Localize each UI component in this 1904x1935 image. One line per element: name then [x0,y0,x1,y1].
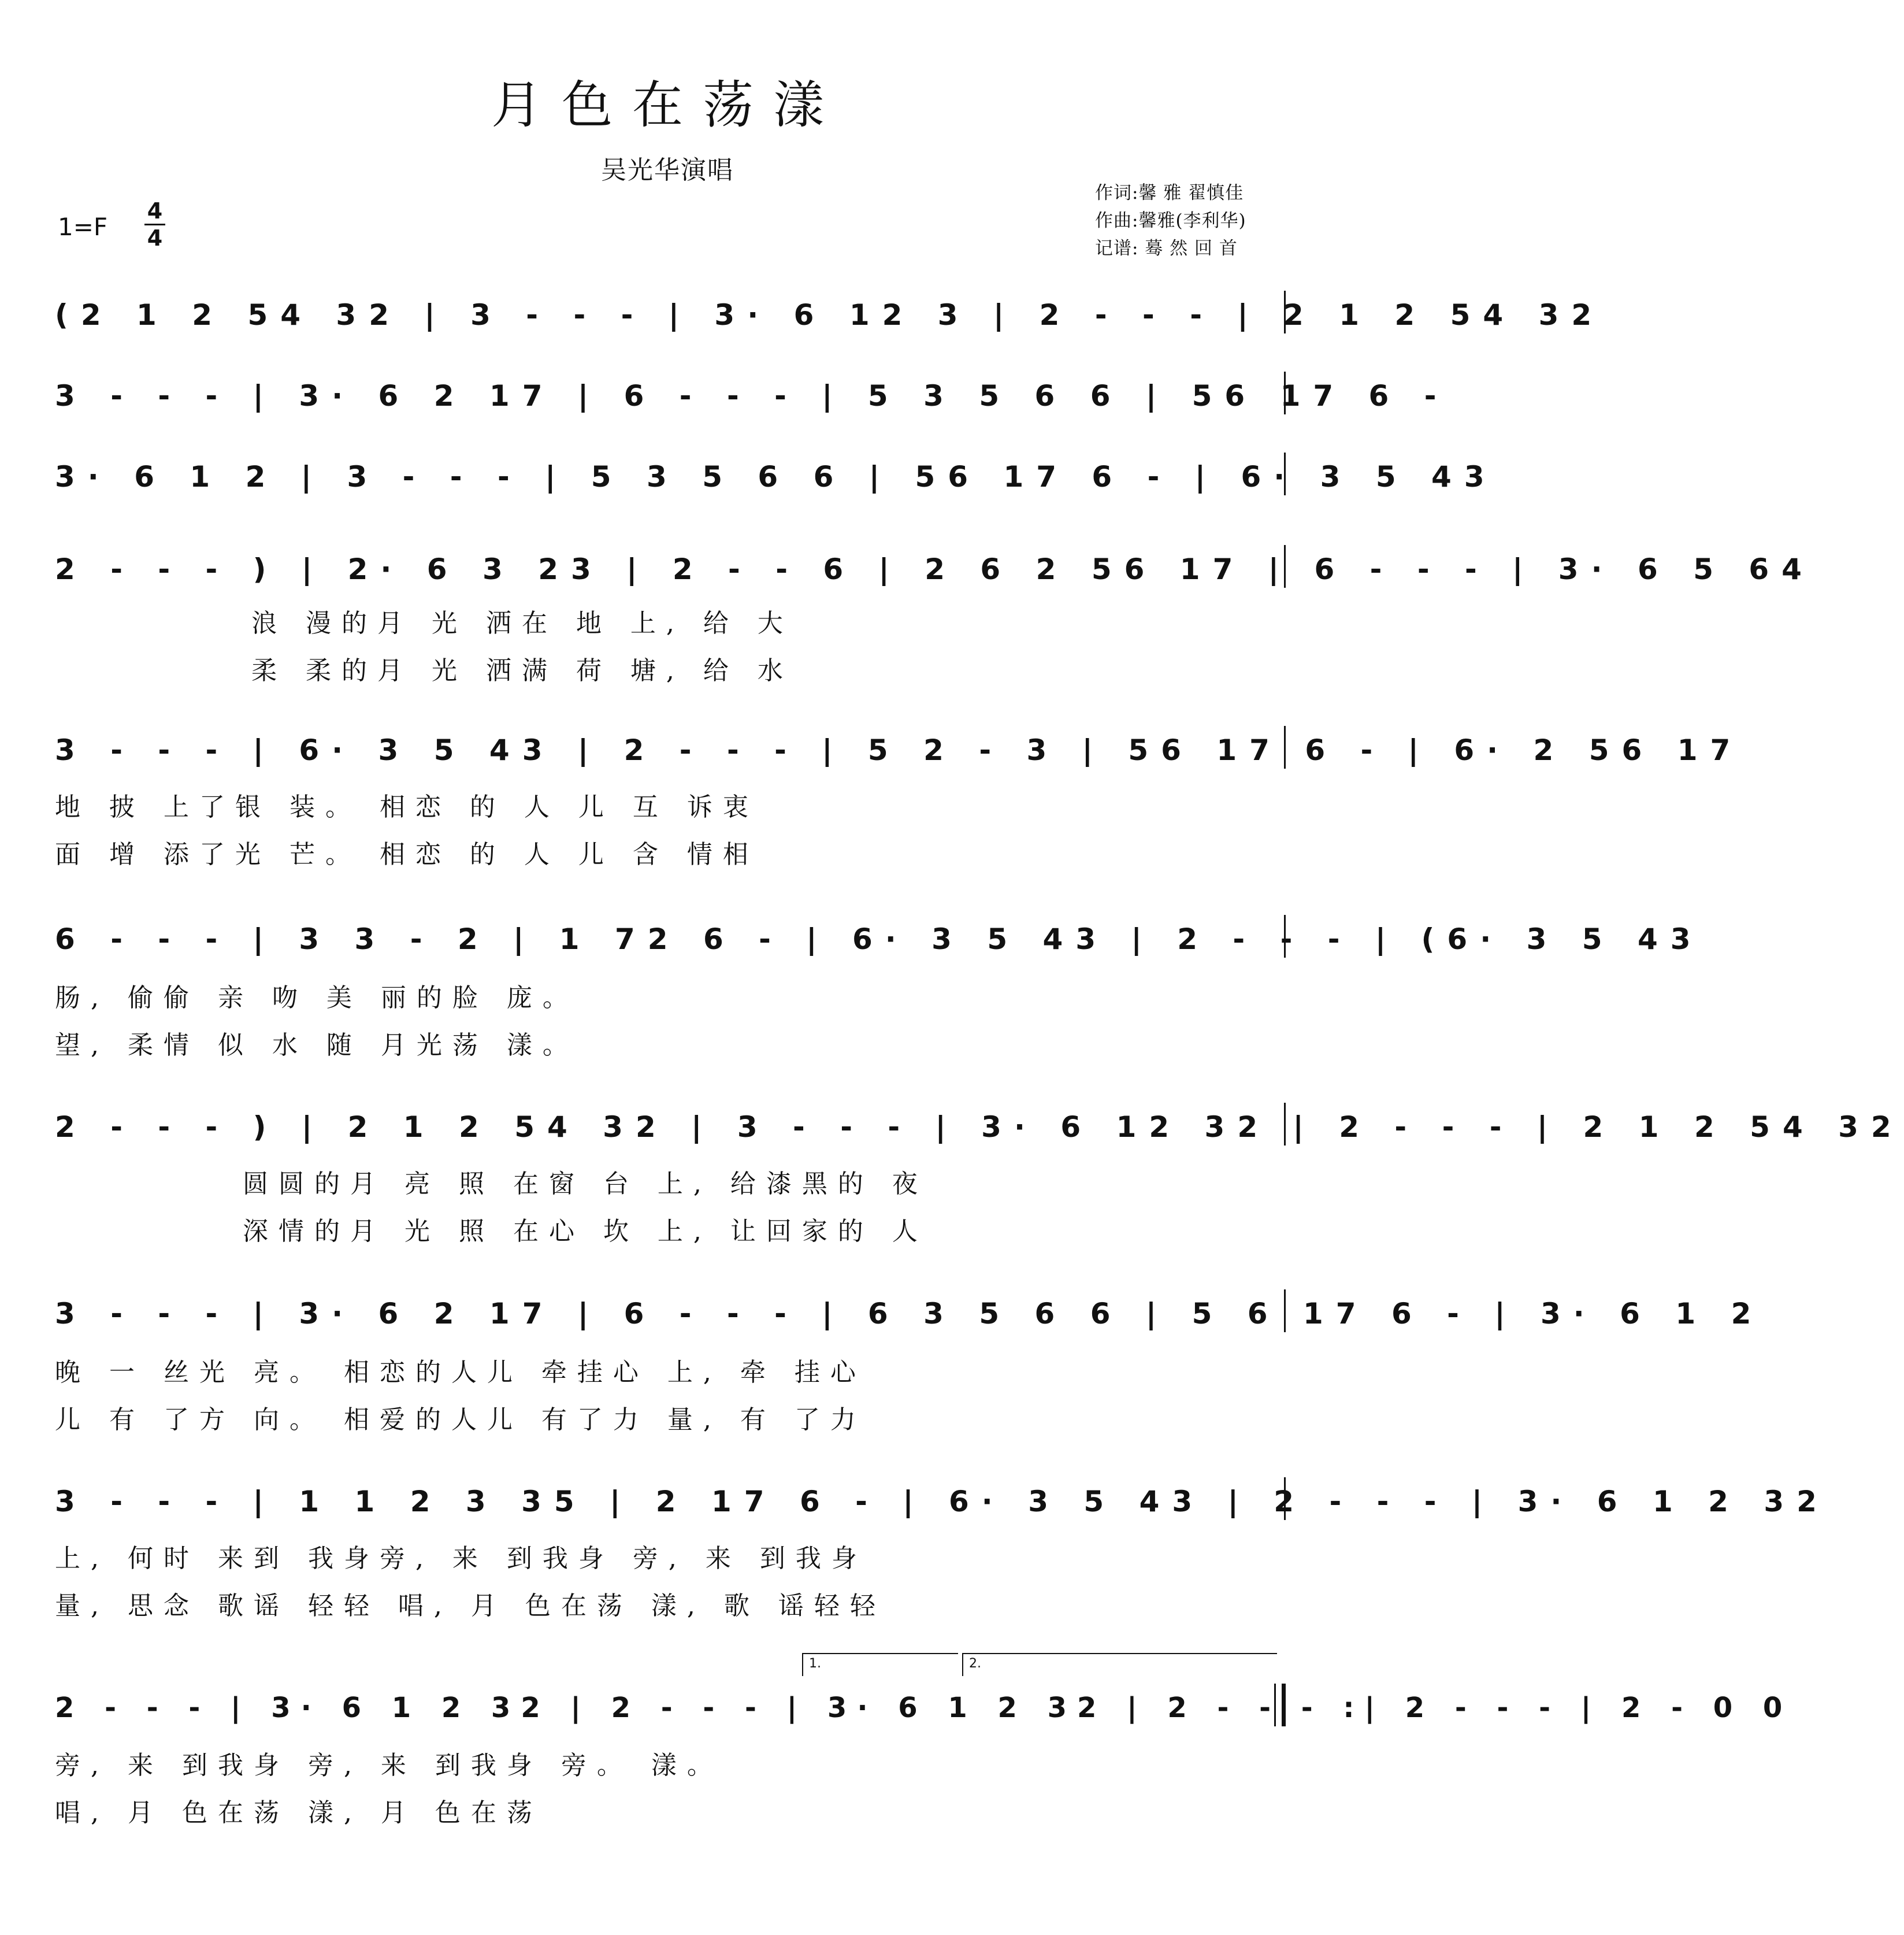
key-signature: 1=F [58,213,108,241]
notation-line: 3 - - - | 6· 3 5 43 | 2 - - - | 5 2 - 3 | 56 17 6 - | 6· 2 56 17 [55,733,1743,767]
lyric-verse-1: 地 披 上了银 装。 相恋 的 人 儿 互 诉衷 [55,792,759,822]
lyric-verse-2: 面 增 添了光 芒。 相恋 的 人 儿 含 情相 [55,840,759,869]
lyric-verse-2: 量, 思念 歌谣 轻轻 唱, 月 色在荡 漾, 歌 谣轻轻 [55,1591,886,1621]
lyric-verse-1: 上, 何时 来到 我身旁, 来 到我身 旁, 来 到我身 [55,1544,867,1573]
lyricist-credit: 作词:馨 雅 翟慎佳 [1095,183,1244,203]
staff-row [55,1484,1829,1519]
lyric-verse-1: 浪 漫的月 光 洒在 地 上, 给 大 [251,609,793,638]
composer-credit: 作曲:馨雅(李利华) [1095,210,1246,231]
barline [1284,915,1286,958]
lyric-verse-2: 唱, 月 色在荡 漾, 月 色在荡 [55,1798,543,1828]
staff-row [55,1296,1764,1331]
barline [1284,726,1286,769]
transcriber-credit: 记谱: 蓦 然 回 首 [1095,238,1238,259]
time-signature: 4 4 [144,199,165,250]
final-barline [1274,1684,1286,1726]
staff-row [55,298,1605,332]
performer-line: 吴光华演唱 [601,155,734,185]
staff-row [55,733,1743,768]
notation-line: 3 - - - | 3· 6 2 17 | 6 - - - | 5 3 5 6 6 | 56 17 6 - [55,379,1449,413]
barline [1284,372,1286,414]
barline [1284,453,1286,495]
staff-row [55,1110,1904,1144]
notation-line: 2 - - - ) | 2· 6 3 23 | 2 - - 6 | 2 6 2 56 17 | 6 - - - | 3· 6 5 64 [55,553,1814,586]
staff-row [55,922,1703,957]
lyric-verse-2: 望, 柔情 似 水 随 月光荡 漾。 [55,1030,578,1060]
volta-first-ending: 1. [802,1653,958,1676]
lyric-verse-1: 晚 一 丝光 亮。 相恋的人儿 牵挂心 上, 牵 挂心 [55,1358,866,1387]
staff-row [55,552,1814,587]
notation-line: 3 - - - | 1 1 2 3 35 | 2 17 6 - | 6· 3 5 43 | 2 - - - | 3· 6 1 2 32 [55,1485,1829,1518]
lyric-verse-1: 肠, 偷偷 亲 吻 美 丽的脸 庞。 [55,983,578,1013]
song-title: 月色在荡漾 [491,75,844,135]
lyric-verse-2: 柔 柔的月 光 洒满 荷 塘, 给 水 [251,656,793,685]
notation-line: 6 - - - | 3 3 - 2 | 1 72 6 - | 6· 3 5 43 | 2 - - - | (6· 3 5 43 [55,922,1703,956]
barline [1284,1289,1286,1332]
notation-line: 3· 6 1 2 | 3 - - - | 5 3 5 6 6 | 56 17 6 - | 6· 3 5 43 [55,460,1497,494]
volta-second-ending: 2. [962,1653,1277,1676]
notation-line: 2 - - - ) | 2 1 2 54 32 | 3 - - - | 3· 6 12 32 | 2 - - - | 2 1 2 54 32 [55,1110,1904,1144]
staff-row [55,379,1449,413]
lyric-verse-1: 旁, 来 到我身 旁, 来 到我身 旁。 漾。 [55,1751,723,1780]
barline [1284,1477,1286,1520]
notation-line: (2 1 2 54 32 | 3 - - - | 3· 6 12 3 | 2 - - - | 2 1 2 54 32 [55,298,1605,332]
staff-row [55,459,1497,494]
notation-line: 2 - - - | 3· 6 1 2 32 | 2 - - - | 3· 6 1 2 32 | 2 - - - :| 2 - - - | 2 - 0 0 [55,1692,1793,1724]
lyric-verse-2: 儿 有 了方 向。 相爱的人儿 有了力 量, 有 了力 [55,1405,866,1434]
lyric-verse-2: 深情的月 光 照 在心 坎 上, 让回家的 人 [243,1217,928,1246]
staff-row [55,1691,1793,1725]
lyric-verse-1: 圆圆的月 亮 照 在窗 台 上, 给漆黑的 夜 [243,1169,928,1199]
barline [1284,1103,1286,1146]
notation-line: 3 - - - | 3· 6 2 17 | 6 - - - | 6 3 5 6 6 | 5 6 17 6 - | 3· 6 1 2 [55,1297,1764,1330]
barline [1284,545,1286,588]
barline [1284,291,1286,333]
